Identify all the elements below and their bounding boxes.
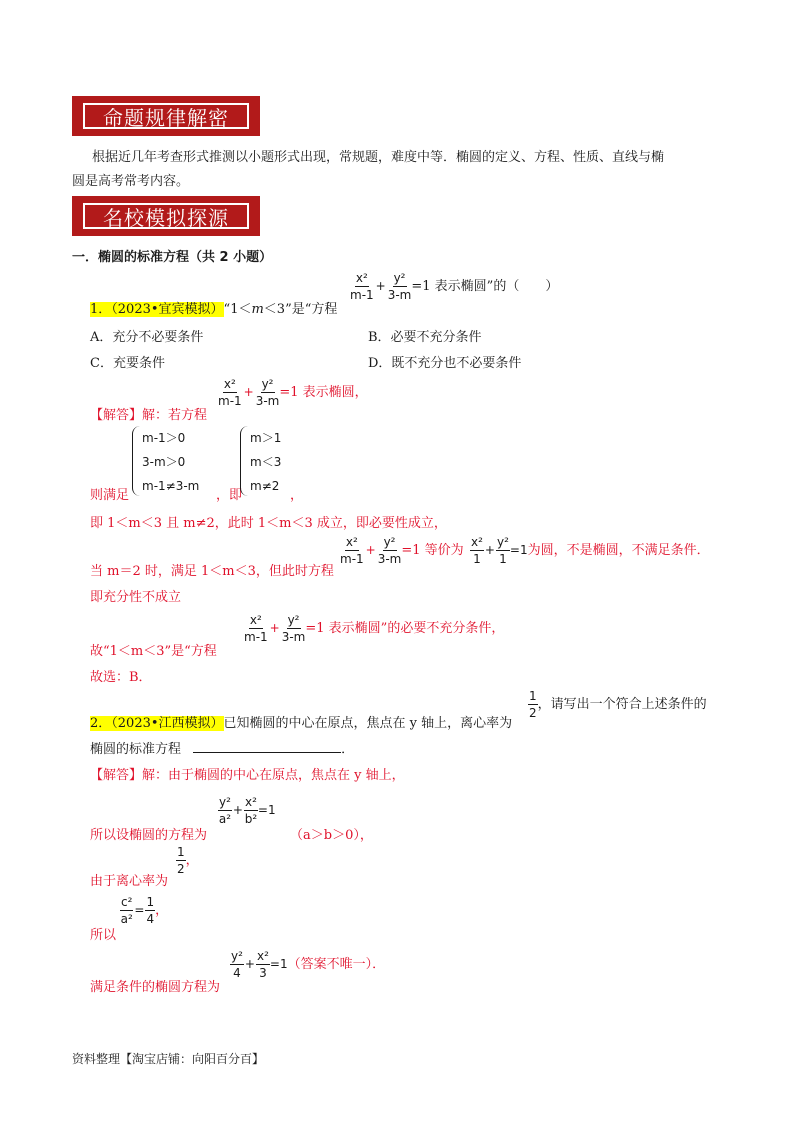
frac-numerator: x² [223, 377, 236, 391]
answer-2-line-2b: （a＞b＞0）， [290, 828, 373, 843]
inequality-system-2 [250, 426, 281, 498]
frac-denominator: 2 [177, 862, 185, 876]
answer-1-line-6a: 故“1＜m＜3”是“方程 [90, 644, 217, 659]
answer-text: 为圆，不是椭圆，不满足条件． [527, 543, 710, 558]
plus-sign: + [243, 385, 254, 399]
frac-numerator: x² [256, 949, 269, 963]
frac-numerator: x² [345, 535, 358, 549]
answer-1-equation-3 [244, 614, 504, 643]
q1-m: m [251, 302, 264, 317]
section-title: 一．椭圆的标准方程（共 2 小题） [72, 250, 273, 265]
answer-1-line-1 [90, 404, 207, 423]
system-row: m≠2 [250, 479, 280, 493]
frac-denominator: m-1 [340, 552, 364, 566]
frac-denominator: a² [218, 812, 232, 826]
frac-numerator: 1 [177, 845, 185, 859]
option-c: C．充要条件 [90, 356, 165, 371]
frac-numerator: x² [244, 795, 257, 809]
equals-one: =1 [269, 957, 288, 971]
ratio-equation: $\frac{\text{c²}}{\text{a²}}$ = $\frac{1}{4}$ ， [120, 895, 169, 926]
system-row: m＜3 [250, 455, 282, 469]
answer-2-line-2a: 所以设椭圆的方程为 [90, 828, 208, 843]
answer-1-line-7: 故选：B． [90, 670, 152, 685]
frac-denominator: b² [244, 812, 258, 826]
option-b: B．必要不充分条件 [368, 330, 482, 345]
q2-line-2 [90, 738, 354, 757]
circle-equation [470, 536, 710, 565]
frac-denominator: 3 [259, 966, 267, 980]
answer-1-equation-2 [340, 536, 464, 565]
frac-denominator: 2 [529, 706, 537, 720]
plus-sign: + [375, 279, 386, 293]
banner-title-1 [72, 96, 260, 136]
footer-text: 资料整理【淘宝店铺：向阳百分百】 [72, 1052, 265, 1066]
answer-1-comma: ， [290, 488, 304, 503]
answer-text: ， [155, 903, 169, 918]
system-row: m-1＞0 [142, 431, 186, 445]
option-d: D．既不充分也不必要条件 [368, 356, 522, 371]
answer-2-line-1 [90, 764, 405, 783]
plus-sign: + [365, 543, 376, 557]
ellipse-general-equation [218, 796, 276, 825]
question-source: （2023•宜宾模拟） [111, 302, 224, 317]
answer-blank[interactable] [193, 740, 341, 753]
left-brace-icon [240, 426, 249, 496]
answer-tag: 【解答】 [90, 408, 143, 423]
plus-sign: + [232, 803, 243, 817]
frac-denominator: 1 [473, 552, 481, 566]
q2-stem-d: ． [341, 742, 355, 757]
question-1 [90, 298, 337, 317]
frac-numerator: x² [355, 271, 368, 285]
answer-1-line-4a: 当 m＝2 时，满足 1＜m＜3，但此时方程 [90, 564, 334, 579]
plus-sign: + [484, 543, 495, 557]
frac-numerator: y² [219, 795, 231, 809]
intro-line-2: 圆是高考常考内容。 [72, 174, 190, 189]
answer-text: 解：若方程 [142, 408, 208, 423]
answer-2-line-5a: 满足条件的椭圆方程为 [90, 980, 221, 995]
q1-equation [350, 272, 558, 301]
question-number: 2． [90, 716, 112, 731]
plus-sign: + [269, 621, 280, 635]
answer-tag: 【解答】 [90, 768, 143, 783]
answer-text: =1 表示椭圆， [279, 385, 368, 400]
inequality-system-1 [142, 426, 199, 498]
frac-numerator: y² [287, 613, 300, 627]
option-a: A．充分不必要条件 [90, 330, 204, 345]
frac-numerator: y² [393, 271, 406, 285]
answer-2-line-3a: 由于离心率为 [90, 874, 169, 889]
equals-one: =1 [257, 803, 276, 817]
answer-text: （答案不唯一）． [287, 957, 386, 972]
intro-line-1: 根据近几年考查形式推测以小题形式出现，常规题，难度中等．椭圆的定义、方程、性质、直线与椭 [92, 150, 665, 165]
frac-numerator: 1 [146, 895, 155, 909]
system-row: 3-m＞0 [142, 455, 186, 469]
q1-stem-a: “1＜ [223, 302, 252, 317]
banner-text: 命题规律解密 [103, 105, 229, 130]
frac-numerator: x² [471, 535, 483, 549]
frac-numerator: 1 [529, 689, 537, 703]
frac-numerator: y² [383, 535, 396, 549]
answer-1-line-3: 即 1＜m＜3 且 m≠2，此时 1＜m＜3 成立，即必要性成立， [90, 516, 447, 531]
system-row: m-1≠3-m [142, 479, 200, 493]
eccentricity-value [176, 846, 199, 875]
q2-stem-a: 已知椭圆的中心在原点，焦点在 y 轴上，离心率为 [223, 716, 513, 731]
left-brace-icon [132, 426, 141, 496]
answer-text: ， [185, 853, 199, 868]
q2-eccentricity [528, 690, 707, 719]
answer-2-line-4a: 所以 [90, 928, 117, 943]
question-number: 1． [90, 302, 112, 317]
equals-one: =1 [509, 543, 528, 557]
answer-1-line-5: 即充分性不成立 [90, 590, 182, 605]
answer-text: 解：由于椭圆的中心在原点，焦点在 y 轴上， [142, 768, 405, 783]
frac-denominator: 3-m [387, 288, 412, 302]
frac-denominator: m-1 [244, 630, 268, 644]
frac-numerator: x² [249, 613, 262, 627]
question-source: （2023•江西模拟） [111, 716, 224, 731]
answer-1-then: ，即 [216, 488, 243, 503]
system-row: m＞1 [250, 431, 282, 445]
frac-denominator: 1 [499, 552, 507, 566]
banner-title-2 [72, 196, 260, 236]
frac-numerator: y² [261, 377, 274, 391]
q2-stem-b: ，请写出一个符合上述条件的 [537, 697, 707, 712]
frac-denominator: 4 [146, 912, 155, 926]
frac-numerator: y² [496, 535, 509, 549]
plus-sign: + [244, 957, 255, 971]
q1-stem-b: ＜3”是“方程 [263, 302, 338, 317]
frac-denominator: m-1 [350, 288, 374, 302]
frac-denominator: 3-m [281, 630, 306, 644]
banner-text: 名校模拟探源 [103, 205, 229, 230]
q1-stem-c: =1 表示椭圆”的（ ） [411, 279, 559, 294]
question-2 [90, 712, 512, 731]
frac-denominator: 3-m [377, 552, 402, 566]
frac-numerator: y² [231, 949, 243, 963]
answer-1-equation [218, 378, 368, 407]
frac-denominator: a² [120, 912, 133, 926]
answer-1-line-2: 则满足 [90, 488, 130, 503]
frac-denominator: 4 [233, 966, 241, 980]
frac-denominator: 3-m [255, 394, 280, 408]
q2-stem-c: 椭圆的标准方程 [90, 742, 182, 757]
frac-numerator: c² [121, 895, 133, 909]
frac-denominator: m-1 [218, 394, 242, 408]
answer-text: =1 表示椭圆”的必要不充分条件， [305, 621, 505, 636]
answer-text: =1 等价为 [401, 543, 464, 558]
final-ellipse-equation [230, 950, 385, 979]
